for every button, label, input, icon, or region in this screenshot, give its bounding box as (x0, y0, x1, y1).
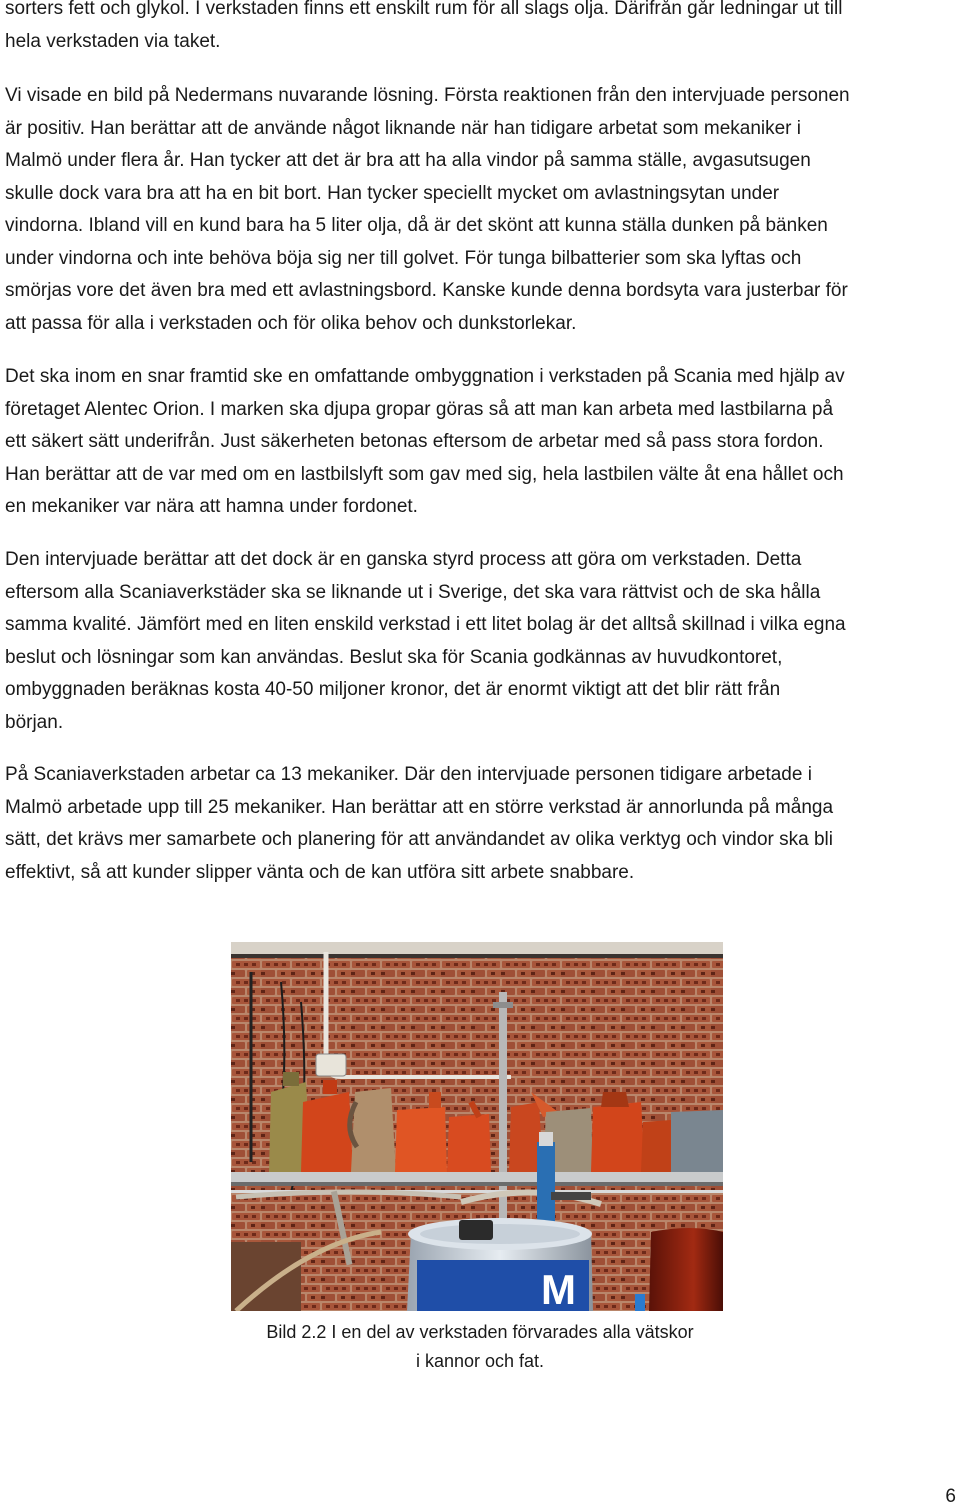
caption-line: i kannor och fat. (415, 1351, 545, 1371)
text-line: vindorna. Ibland vill en kund bara ha 5 liter olja, då är det skönt att kunna ställa dunken på bänken (5, 215, 828, 236)
text-line: effektivt, så att kunder slipper vänta och de kan utföra sitt arbete snabbare. (5, 861, 635, 883)
text-line: en mekaniker var nära att hamna under fordonet. (5, 496, 418, 517)
paragraph-2 (5, 80, 953, 340)
text-line: På Scaniaverkstaden arbetar ca 13 mekaniker. Där den intervjuade personen tidigare arbetade i (5, 764, 812, 785)
text-line: Han berättar att de var med om en lastbilslyft som gav med sig, hela lastbilen välte åt ena hållet och (5, 463, 844, 485)
text-line: ombyggnaden beräknas kosta 40-50 miljoner kronor, det är enormt viktigt att det blir rätt från (5, 679, 781, 700)
text-line: smörjas vore det även bra med ett avlastningsbord. Kanske kunde denna bordsyta vara justerbar för (5, 280, 848, 301)
page-number: 6 (945, 1486, 956, 1507)
text-line: Den intervjuade berättar att det dock är en ganska styrd process att göra om verkstaden. Detta (5, 549, 802, 570)
text-line: sorters fett och glykol. I verkstaden finns ett enskilt rum för all slags olja. Därifrån går ledningar ut till (5, 0, 843, 19)
text-line: är positiv. Han berättar att de använde något liknande när han tidigare arbetat som mekaniker i (5, 117, 802, 139)
text-line: eftersom alla Scaniaverkstäder ska se liknande ut i Sverige, det ska vara rättvist och de ska hålla (5, 581, 821, 603)
paragraph-3 (5, 361, 953, 524)
workshop-photo (231, 942, 723, 1311)
figure-caption (180, 1318, 780, 1376)
drum-label: M (541, 1266, 576, 1311)
text-line: Malmö arbetade upp till 25 mekaniker. Han berättar att en större verkstad är annorlunda på många (5, 796, 834, 818)
text-line: under vindorna och inte behöva böja sig ner till golvet. För tunga bilbatterier som ska lyftas och (5, 247, 802, 269)
paragraph-5 (5, 759, 953, 889)
paragraph-1 (5, 0, 953, 58)
paragraph-4 (5, 544, 953, 739)
text-line: Malmö under flera år. Han tycker att det är bra att ha alla vindor på samma ställe, avgasutsugen (5, 150, 811, 171)
text-line: början. (5, 711, 64, 733)
text-line: Vi visade en bild på Nedermans nuvarande lösning. Första reaktionen från den intervjuade personen (5, 85, 850, 106)
text-line: företaget Alentec Orion. I marken ska djupa gropar göras så att man kan arbeta med lastbilarna på (5, 398, 834, 420)
text-line: sätt, det krävs mer samarbete och planering för att användandet av olika verktyg och vindor ska bli (5, 829, 833, 850)
text-line: beslut och lösningar som kan användas. Beslut ska för Scania godkännas av huvudkontoret, (5, 646, 783, 668)
text-line: hela verkstaden via taket. (5, 30, 221, 52)
text-line: Det ska inom en snar framtid ske en omfattande ombyggnation i verkstaden på Scania med hjälp av (5, 366, 845, 387)
text-line: att passa för alla i verkstaden och för olika behov och dunkstorlekar. (5, 312, 577, 334)
oil-cans-photo-illustration (231, 942, 723, 1311)
text-line: samma kvalité. Jämfört med en liten enskild verkstad i ett litet bolag är det alltså skillnad i vilka egna (5, 614, 846, 635)
caption-line: Bild 2.2 I en del av verkstaden förvarades alla vätskor (266, 1322, 694, 1342)
text-line: ett säkert sätt underifrån. Just säkerheten betonas eftersom de arbetar med så pass stora fordon. (5, 431, 824, 452)
text-line: skulle dock vara bra att ha en bit bort. Han tycker speciellt mycket om avlastningsytan under (5, 182, 780, 204)
